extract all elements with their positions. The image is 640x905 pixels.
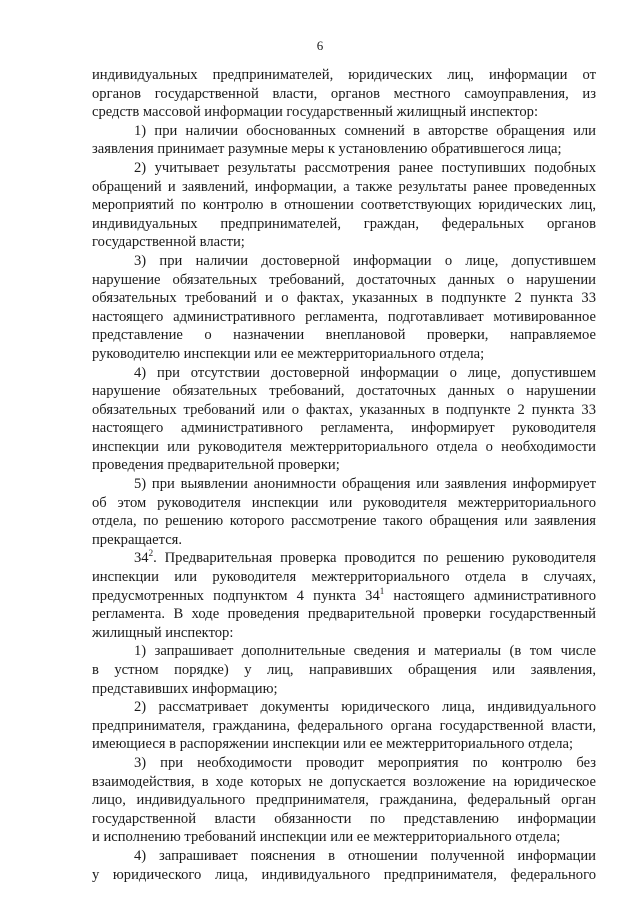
- text-line: и исполнению требований инспекции или ее межтерриториального отдела;: [92, 829, 561, 846]
- text-line: настоящего административного регламента, подготавливает мотивированное: [92, 308, 596, 325]
- text-line: предусмотренных подпунктом 4 пункта $34^1$ настоящего административного: [92, 585, 596, 604]
- text-line: государственной власти;: [92, 234, 245, 251]
- text-line: в устном порядке) у лиц, направивших обращения или заявления,: [92, 662, 596, 678]
- page-number: 6: [316, 38, 324, 53]
- text-line: 3) при необходимости проводит мероприятия по контролю без: [134, 754, 596, 771]
- text-line: нарушение обязательных требований, достаточных данных о нарушении: [92, 383, 596, 400]
- text-line: нарушение обязательных требований, достаточных данных о нарушении: [92, 271, 596, 288]
- paragraph: [92, 66, 596, 122]
- text-line: $34^2$. Предварительная проверка проводится по решению руководителя: [134, 548, 596, 567]
- document-body: [92, 66, 596, 884]
- text-line: заявления принимает разумные меры к установлению обратившегося лица;: [92, 141, 562, 158]
- text-line: обращений и заявлений, информации, а также результаты ранее проведенных: [92, 178, 596, 195]
- paragraph: [92, 159, 596, 252]
- text-line: 4) при отсутствии достоверной информации о лице, допустившем: [134, 364, 596, 381]
- paragraph: [92, 698, 596, 754]
- text-line: регламента. В ходе проведения предварительной проверки государственный: [92, 606, 596, 623]
- text-line: об этом руководителя инспекции или руководителя межтерриториального: [92, 494, 596, 511]
- text-line: у юридического лица, индивидуального предпринимателя, федерального: [92, 866, 596, 883]
- text-line: 1) запрашивает дополнительные сведения и материалы (в том числе: [134, 643, 596, 660]
- text-line: прекращается.: [92, 531, 183, 548]
- text-line: инспекции или руководителя межтерриториального отдела в случаях,: [92, 569, 596, 586]
- paragraph: [92, 475, 596, 549]
- paragraph: [92, 754, 596, 847]
- text-line: лицо, индивидуального предпринимателя, гражданина, федеральный орган: [92, 792, 596, 809]
- text-line: 3) при наличии достоверной информации о лице, допустившем: [134, 252, 596, 269]
- paragraph: [92, 642, 596, 698]
- text-line: жилищный инспектор:: [92, 624, 234, 641]
- text-line: 2) рассматривает документы юридического лица, индивидуального: [134, 699, 596, 716]
- text-line: средств массовой информации государственный жилищный инспектор:: [92, 104, 539, 121]
- text-line: предпринимателя, гражданина, федерального органа государственной власти,: [92, 717, 596, 734]
- text-line: настоящего административного регламента, информирует руководителя: [92, 420, 596, 437]
- text-line: имеющиеся в распоряжении инспекции или ее межтерриториального отдела;: [92, 736, 574, 753]
- text-line: индивидуальных предпринимателей, юридических лиц, информации от: [92, 67, 596, 83]
- paragraph: [92, 364, 596, 476]
- text-line: обязательных требований или о фактах, указанных в подпункте 2 пункта 33: [92, 401, 596, 418]
- text-line: представление о назначении внеплановой проверки, направляемое: [92, 327, 596, 344]
- text-line: 5) при выявлении анонимности обращения или заявления информирует: [134, 476, 596, 493]
- text-line: обязательных требований и о фактах, указанных в подпункте 2 пункта 33: [92, 290, 596, 307]
- text-line: инспекции или руководителя межтерриториального отдела о необходимости: [92, 438, 596, 455]
- paragraph: [92, 549, 596, 642]
- text-line: отдела, по решению которого рассмотрение такого обращения или заявления: [92, 513, 596, 530]
- text-line: представивших информацию;: [92, 680, 278, 697]
- text-line: органов государственной власти, органов местного самоуправления, из: [92, 85, 596, 102]
- text-line: 2) учитывает результаты рассмотрения ранее поступивших подобных: [134, 159, 596, 176]
- paragraph: [92, 847, 596, 884]
- text-line: 4) запрашивает пояснения в отношении полученной информации: [134, 847, 596, 864]
- text-line: государственной власти обязанности по представлению информации: [92, 810, 596, 827]
- text-line: проведения предварительной проверки;: [92, 457, 340, 474]
- text-line: мероприятий по контролю в отношении соответствующих юридических лиц,: [92, 197, 596, 214]
- text-line: взаимодействия, в ходе которых не допускается возложение на юридическое: [92, 773, 596, 790]
- text-line: индивидуальных предпринимателей, граждан, федеральных органов: [92, 215, 596, 232]
- paragraph: [92, 122, 596, 159]
- text-line: 1) при наличии обоснованных сомнений в авторстве обращения или: [134, 122, 596, 139]
- paragraph: [92, 252, 596, 364]
- text-line: руководителю инспекции или ее межтерриториального отдела;: [92, 345, 485, 362]
